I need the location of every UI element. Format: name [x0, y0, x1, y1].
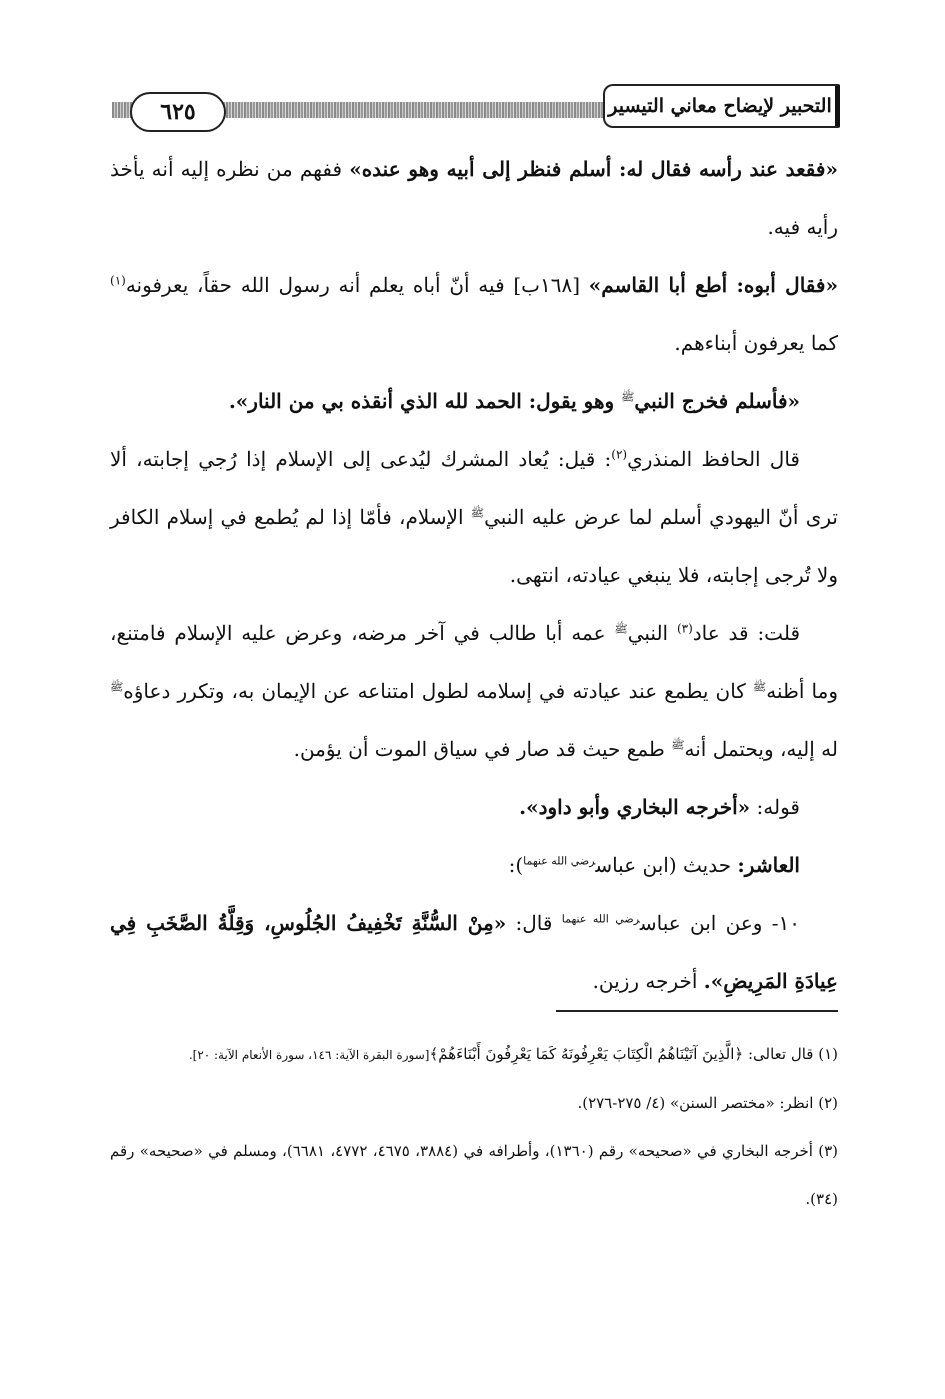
commentary-text: [١٦٨ب] فيه أنّ أباه يعلم أنه رسول الله حقاً، يعرفونه [125, 273, 589, 297]
paragraph-1 [110, 140, 838, 256]
hadith-quote: «فأسلم فخرج النبي [634, 389, 800, 413]
footnote-citation: [سورة البقرة الآية: ١٤٦، سورة الأنعام الآية: ٢٠]. [188, 1048, 430, 1062]
paragraph-3 [110, 372, 838, 430]
footnotes [110, 1030, 838, 1223]
paragraph-5 [110, 604, 838, 778]
honorific-glyph: ﷺ [752, 680, 767, 694]
quran-verse: ﴿الَّذِينَ آتَيْنَاهُمُ الْكِتَابَ يَعْرِفُونَهُ كَمَا يَعْرِفُونَ أَبْنَاءَهُمْ﴾ [429, 1045, 744, 1063]
paragraph-7 [110, 836, 838, 894]
page-number-text: ٦٢٥ [160, 99, 196, 125]
paragraph-8 [110, 894, 838, 1010]
commentary-text: قلت: قد عاد [692, 621, 801, 645]
commentary-text: الإسلام، فأمّا إذا لم يُطمع في إسلام الكافر ولا تُرجى إجابته، فلا ينبغي عيادته، انتهى. [110, 505, 838, 587]
footnote-ref-3[interactable]: (٣) [676, 621, 693, 636]
page-header [112, 80, 840, 128]
footnote-ref-1[interactable]: (١) [110, 273, 126, 288]
honorific-glyph: رضي الله عنهما [523, 854, 596, 868]
commentary-text: كما يعرفون أبناءهم. [674, 331, 838, 355]
honorific-glyph: رضي الله عنهما [561, 912, 640, 926]
honorific-glyph: ﷺ [621, 390, 635, 404]
running-title-text: التحبير لإيضاح معاني التيسير [608, 95, 832, 117]
hadith-quote: وهو يقول: الحمد لله الذي أنقذه بي من النار». [228, 389, 622, 413]
footnote-text: (١) قال تعالى: [743, 1045, 838, 1063]
honorific-glyph: ﷺ [671, 738, 685, 752]
footnote-separator [556, 1010, 838, 1012]
commentary-text: قوله: [750, 795, 800, 819]
page-number [130, 92, 226, 132]
paragraph-2 [110, 256, 838, 372]
hadith-quote: «فقعد عند رأسه فقال له: أسلم فنظر إلى أبيه وهو عنده» [349, 157, 838, 181]
running-title [603, 84, 840, 128]
section-label: العاشر: [737, 853, 800, 877]
hadith-quote: «فقال أبوه: أطع أبا القاسم» [588, 273, 838, 297]
commentary-text: ففهم من نظره إليه أنه يأخذ رأيه فيه. [110, 157, 838, 239]
commentary-text: : قيل: يُعاد المشرك ليُدعى إلى الإسلام إذا رُجي إجابته، ألا ترى أنّ اليهودي أسلم لما عرض عليه النبي [110, 447, 838, 529]
commentary-text: ١٠- وعن ابن عباس [639, 911, 801, 935]
commentary-text: حديث (ابن عباس [595, 853, 738, 877]
honorific-glyph: ﷺ [470, 506, 485, 520]
commentary-text: ): [508, 853, 524, 877]
footnote-1 [110, 1030, 838, 1079]
honorific-glyph: ﷺ [614, 622, 628, 636]
commentary-text: عمه أبا طالب في آخر مرضه، وعرض عليه الإسلام فامتنع، وما أظنه [110, 621, 838, 703]
footnote-text: (٢) انظر: «مختصر السنن» (٤/ ٢٧٥-٢٧٦). [577, 1094, 838, 1112]
honorific-glyph: ﷺ [110, 680, 124, 694]
footnote-text: (٣) أخرجه البخاري في «صحيحه» رقم (١٣٦٠)، وأطرافه في (٣٨٨٤، ٤٦٧٥، ٤٧٧٢، ٦٦٨١)، ومسلم في «صحيحه» رقم (٣٤). [110, 1142, 839, 1208]
commentary-text: النبي [627, 621, 677, 645]
footnote-2 [110, 1079, 838, 1127]
paragraph-4 [110, 430, 838, 604]
main-text [110, 140, 838, 1010]
commentary-text: أخرجه رزين. [592, 969, 704, 993]
commentary-text: قال الحافظ المنذري [627, 447, 800, 471]
commentary-text: له إليه، ويحتمل أنه [684, 737, 838, 761]
hadith-quote: «مِنْ السُّنَّةِ تَخْفِيفُ الجُلُوسِ، وَقِلَّةُ الصَّخَبِ فِي عِيادَةِ المَرِيضِ». [110, 911, 838, 993]
hadith-quote: «أخرجه البخاري وأبو داود». [519, 795, 751, 819]
footnote-3 [110, 1127, 838, 1223]
commentary-text: كان يطمع عند عيادته في إسلامه لطول امتناعه عن الإيمان به، وتكرر دعاؤه [123, 679, 753, 703]
commentary-text: طمع حيث قد صار في سياق الموت أن يؤمن. [293, 737, 672, 761]
commentary-text: قال: [506, 911, 562, 935]
paragraph-6 [110, 778, 838, 836]
footnote-ref-2[interactable]: (٢) [611, 447, 628, 462]
